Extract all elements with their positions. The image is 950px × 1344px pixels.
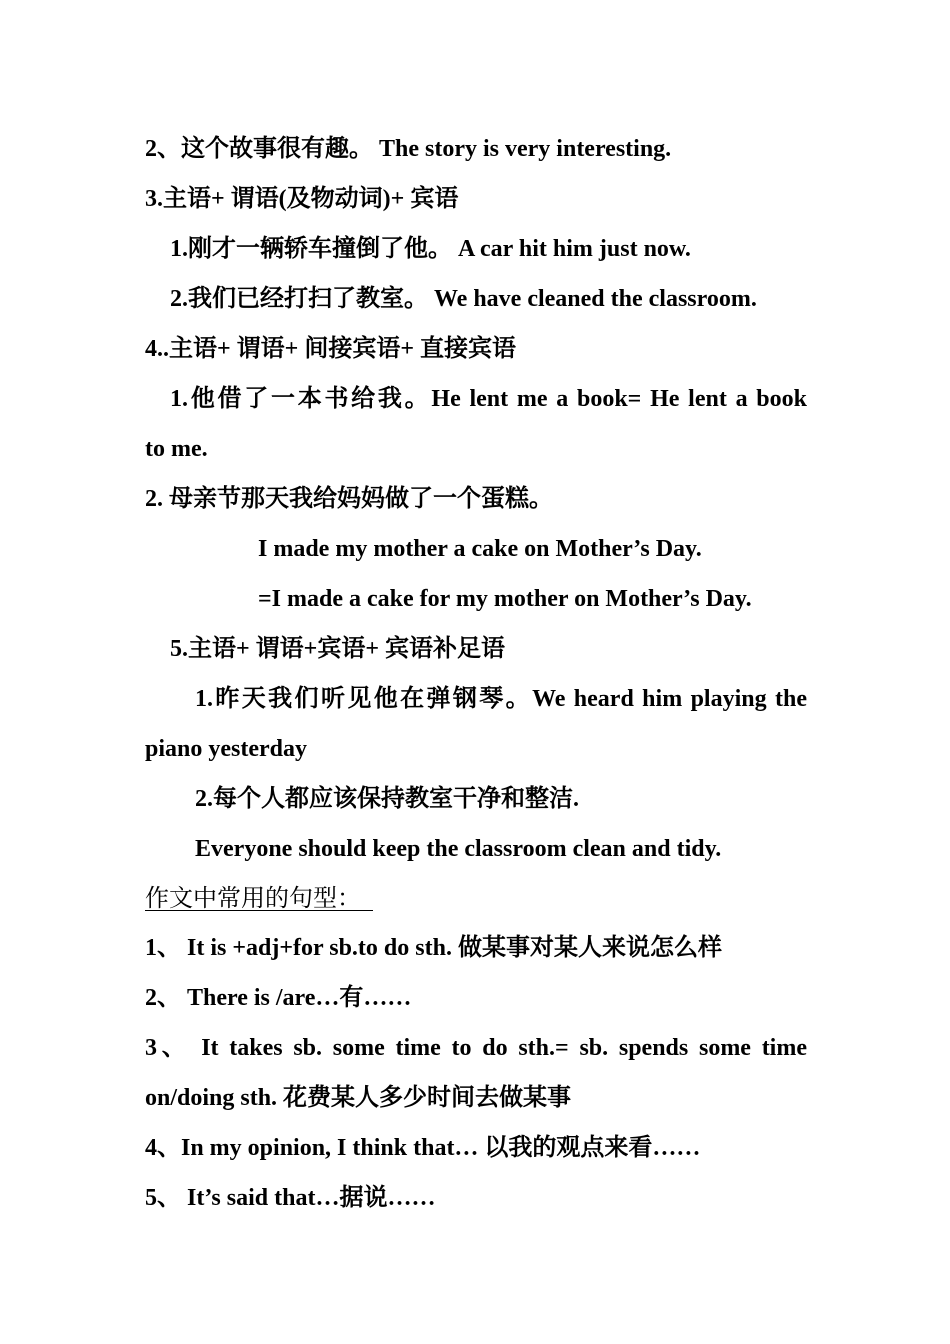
- phrase-item-1: 1、 It is +adj+for sb.to do sth. 做某事对某人来说怎么样: [145, 935, 722, 961]
- example-sentence-tidy-chinese: 2.每个人都应该保持教室干净和整洁.: [195, 786, 579, 812]
- pattern-heading-3: 3.主语+ 谓语(及物动词)+ 宾语: [145, 186, 459, 212]
- phrase-item-3: 3、 It takes sb. some time to do sth.= sb. spends some time: [145, 1035, 807, 1061]
- example-sentence-book: 1.他借了一本书给我。He lent me a book= He lent a book: [170, 386, 807, 412]
- phrase-item-5: 5、 It’s said that…据说……: [145, 1185, 436, 1211]
- example-sentence-cake-english-2: =I made a cake for my mother on Mother’s Day.: [258, 586, 752, 612]
- phrase-item-4: 4、In my opinion, I think that… 以我的观点来看……: [145, 1135, 701, 1161]
- section-heading-composition: [145, 884, 807, 914]
- example-sentence-story: 2、这个故事很有趣。 The story is very interesting.: [145, 136, 672, 162]
- phrase-item-3-continued: on/doing sth. 花费某人多少时间去做某事: [145, 1085, 572, 1111]
- example-sentence-cake-chinese: 2. 母亲节那天我给妈妈做了一个蛋糕。: [145, 486, 553, 512]
- example-sentence-cake-english-1: I made my mother a cake on Mother’s Day.: [258, 536, 702, 562]
- example-sentence-piano: 1.昨天我们听见他在弹钢琴。We heard him playing the: [195, 686, 807, 712]
- example-sentence-car: 1.刚才一辆轿车撞倒了他。 A car hit him just now.: [170, 236, 691, 262]
- section-heading-text: 作文中常用的句型：: [145, 886, 361, 912]
- example-sentence-classroom: 2.我们已经打扫了教室。 We have cleaned the classroom.: [170, 286, 757, 312]
- pattern-heading-4: 4..主语+ 谓语+ 间接宾语+ 直接宾语: [145, 336, 517, 362]
- example-sentence-piano-continued: piano yesterday: [145, 736, 307, 762]
- example-sentence-book-continued: to me.: [145, 436, 208, 462]
- example-sentence-tidy-english: Everyone should keep the classroom clean and tidy.: [195, 836, 722, 862]
- heading-underline-tail: [361, 886, 373, 912]
- pattern-heading-5: 5.主语+ 谓语+宾语+ 宾语补足语: [170, 636, 506, 662]
- phrase-item-2: 2、 There is /are…有……: [145, 985, 412, 1011]
